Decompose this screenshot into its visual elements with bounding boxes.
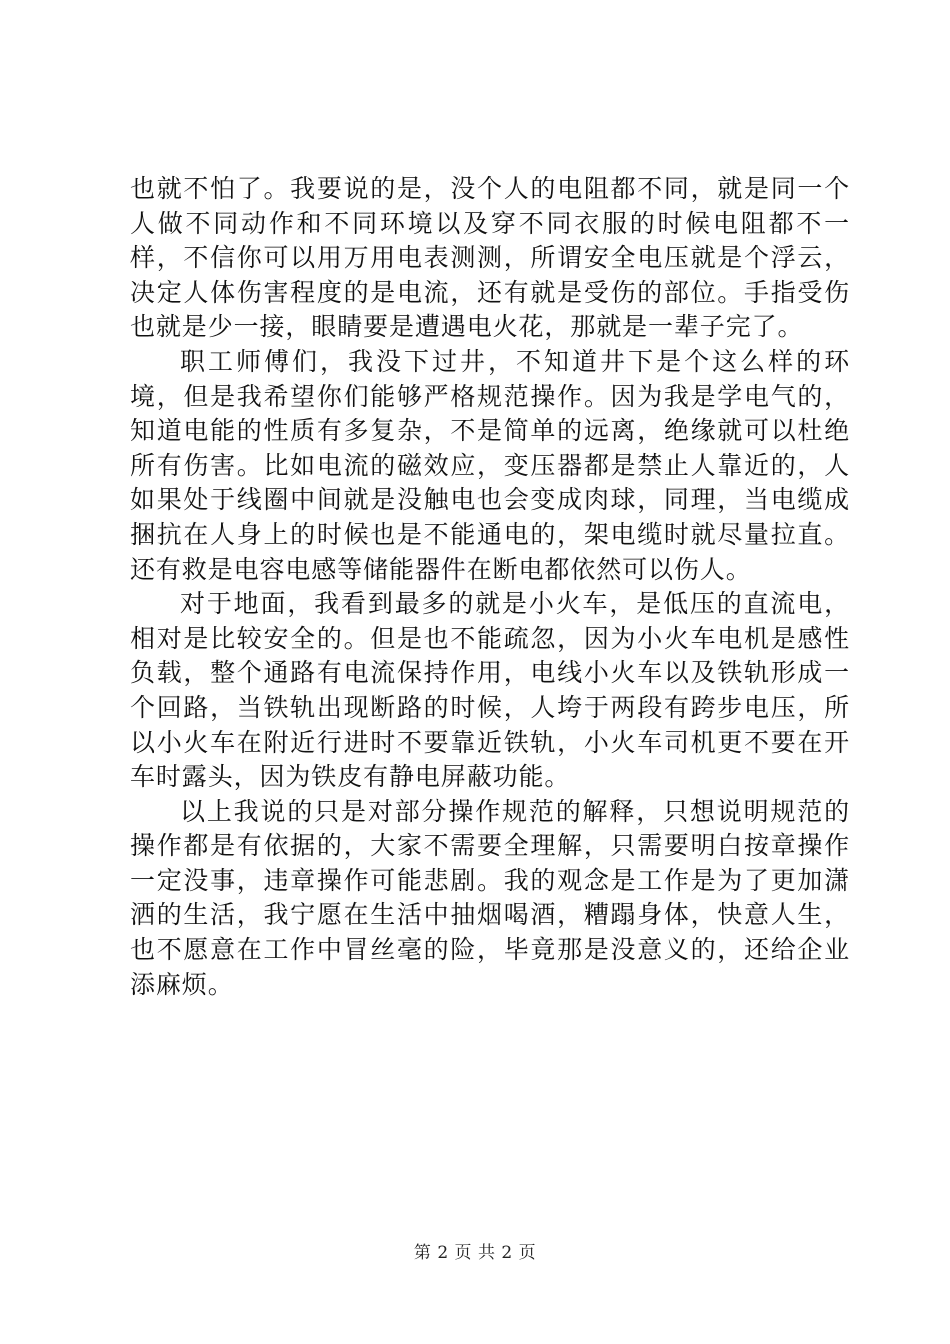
paragraph-3: 对于地面，我看到最多的就是小火车，是低压的直流电，相对是比较安全的。但是也不能疏忽，因为小火车电机是感性负载，整个通路有电流保持作用，电线小火车以及铁轨形成一个回路，当铁轨出现断路的时候，人垮于两段有跨步电压，所以小火车在附近行进时不要靠近铁轨，小火车司机更不要在开车时露头，因为铁皮有静电屏蔽功能。 — [130, 589, 850, 792]
paragraph-4: 以上我说的只是对部分操作规范的解释，只想说明规范的操作都是有依据的，大家不需要全理解，只需要明白按章操作一定没事，违章操作可能悲剧。我的观念是工作是为了更加潇洒的生活，我宁愿在生活中抽烟喝酒，糟蹋身体，快意人生，也不愿意在工作中冒丝毫的险，毕竟那是没意义的，还给企业添麻烦。 — [130, 796, 850, 999]
paragraph-1: 也就不怕了。我要说的是，没个人的电阻都不同，就是同一个人做不同动作和不同环境以及穿不同衣服的时候电阻都不一样，不信你可以用万用电表测测，所谓安全电压就是个浮云，决定人体伤害程度的是电流，还有就是受伤的部位。手指受伤也就是少一接，眼睛要是遭遇电火花，那就是一辈子完了。 — [130, 174, 850, 342]
document-body — [130, 172, 850, 1002]
page-number-footer: 第 2 页 共 2 页 — [413, 1243, 537, 1263]
paragraph-2: 职工师傅们，我没下过井，不知道井下是个这么样的环境，但是我希望你们能够严格规范操作。因为我是学电气的，知道电能的性质有多复杂，不是简单的远离，绝缘就可以杜绝所有伤害。比如电流的磁效应，变压器都是禁止人靠近的，人如果处于线圈中间就是没触电也会变成肉球，同理，当电缆成捆抗在人身上的时候也是不能通电的，架电缆时就尽量拉直。还有救是电容电感等储能器件在断电都依然可以伤人。 — [130, 346, 850, 584]
